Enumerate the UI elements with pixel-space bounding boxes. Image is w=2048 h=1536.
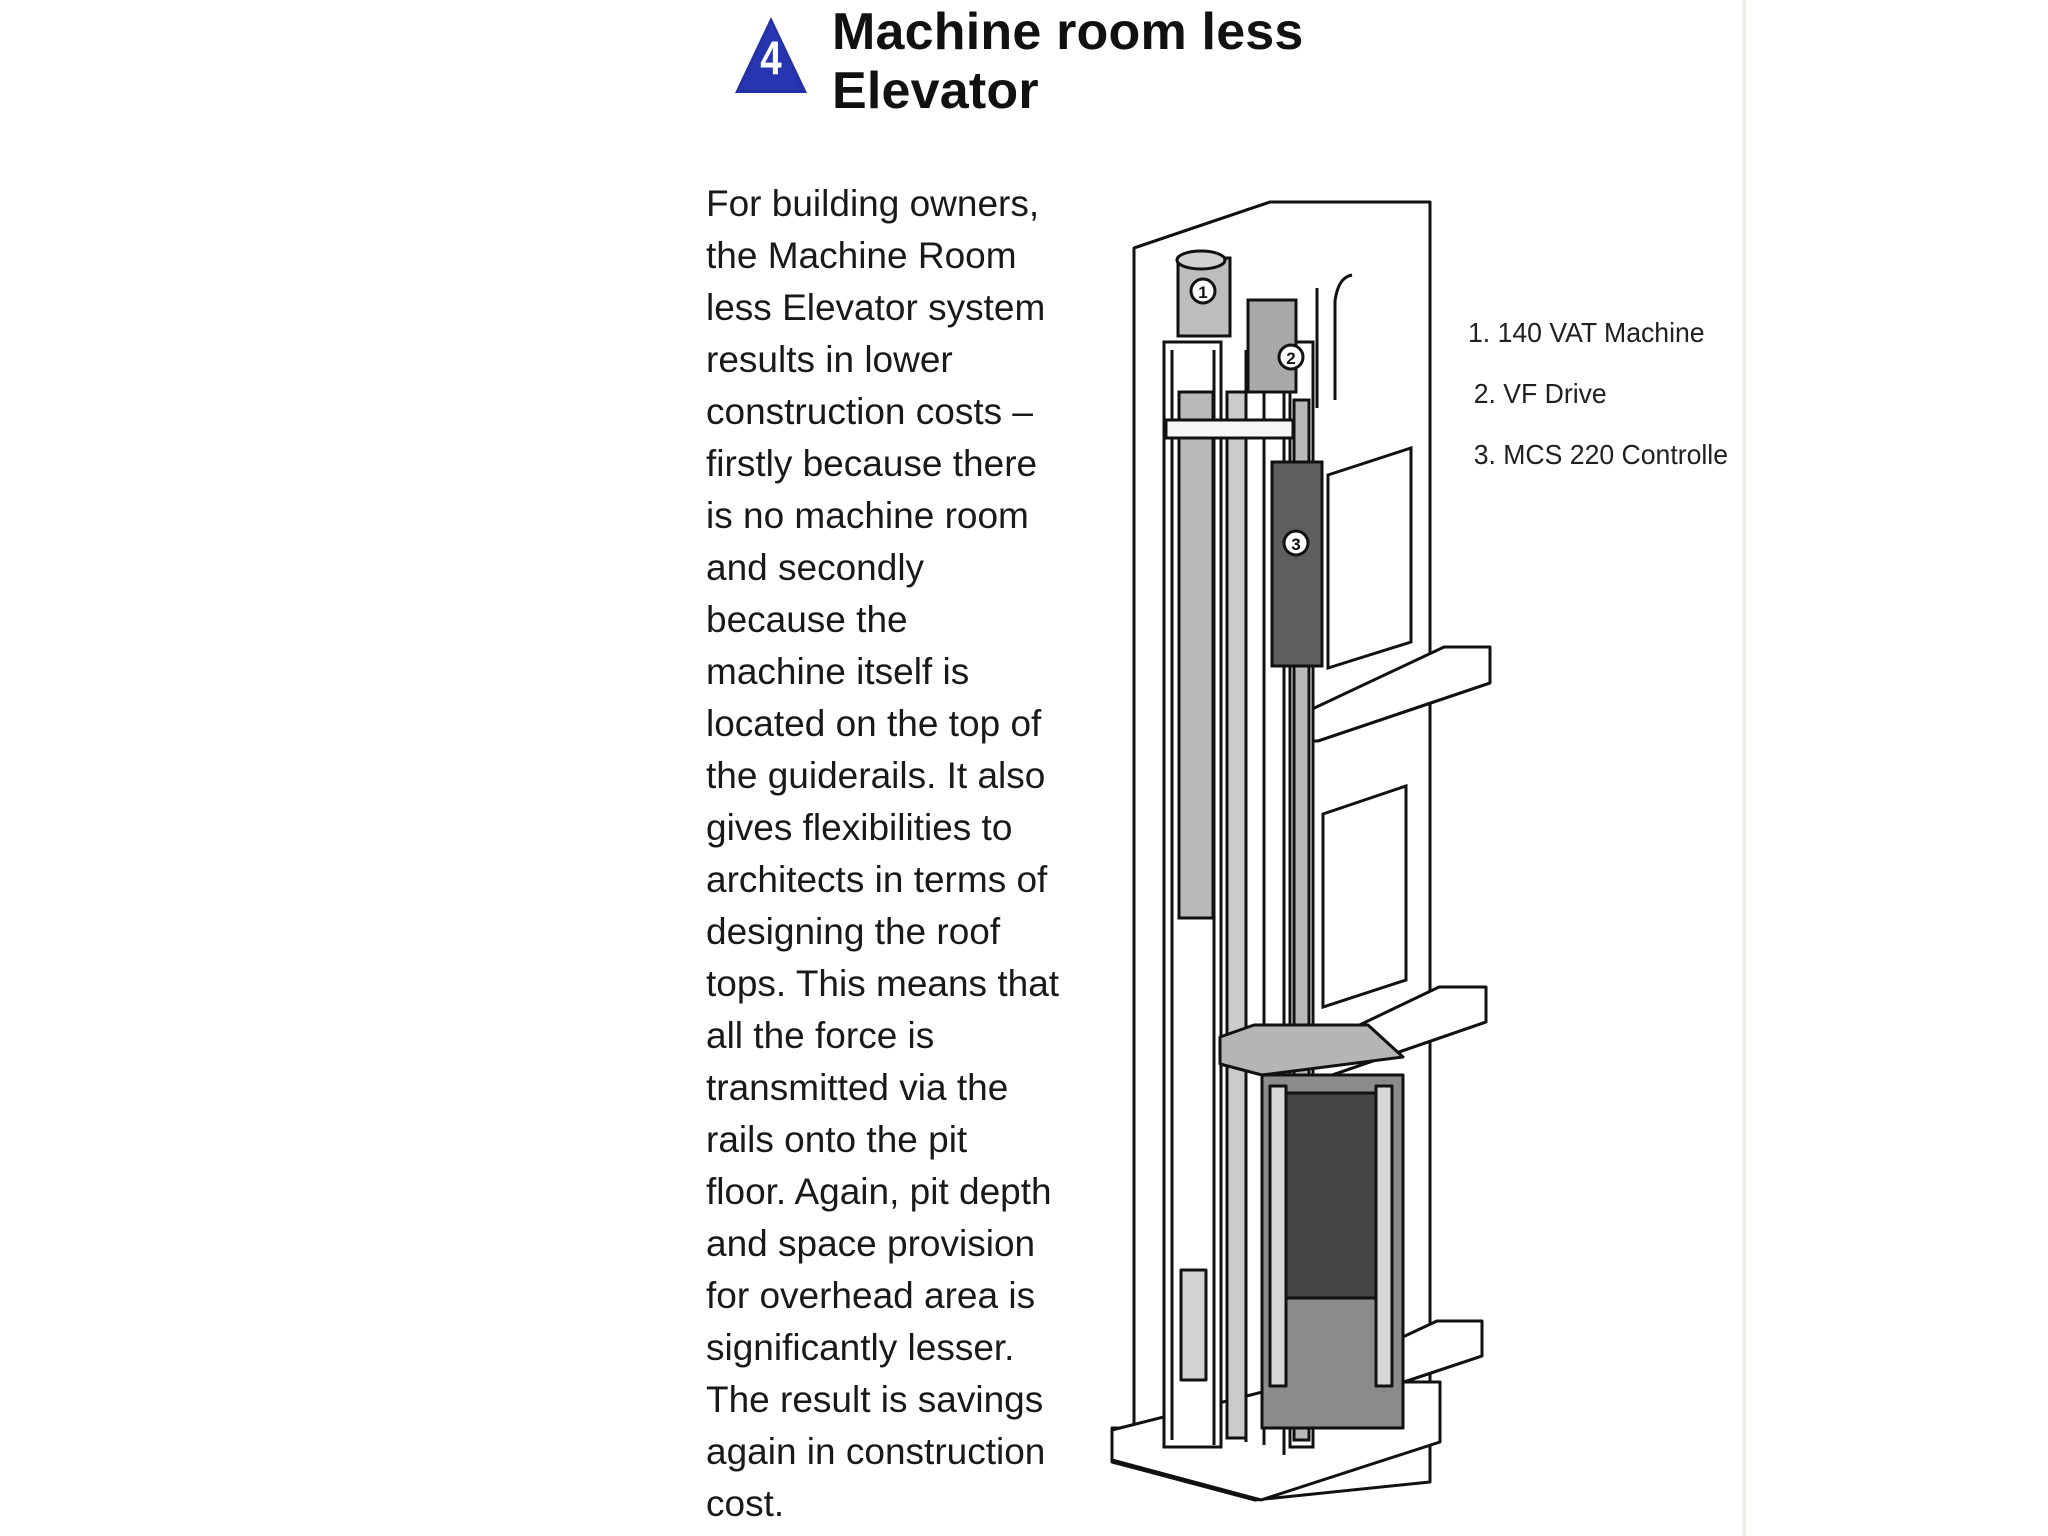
upper-door-frame [1328, 448, 1411, 668]
body-line: machine itself is [706, 651, 970, 692]
legend-item-controller: 3. MCS 220 Controlle [1473, 439, 1729, 470]
diagram-legend [1468, 302, 1729, 485]
body-line: designing the roof [706, 911, 1001, 952]
car-door-left [1270, 1086, 1286, 1386]
body-line: the guiderails. It also [706, 755, 1046, 796]
body-line: located on the top of [706, 703, 1042, 744]
callout-1-label: 1 [1198, 283, 1208, 302]
body-line: again in construction [706, 1431, 1046, 1472]
controller-unit [1272, 462, 1322, 666]
body-line: For building owners, [706, 183, 1040, 224]
cable-lead [1317, 275, 1352, 408]
upper-crossbeam [1166, 420, 1293, 438]
elevator-shaft-diagram [1100, 190, 1530, 1510]
body-line: The result is savings [706, 1379, 1044, 1420]
car-door-right [1376, 1086, 1392, 1386]
body-line: is no machine room [706, 495, 1029, 536]
body-line: architects in terms of [706, 859, 1048, 900]
body-line: firstly because there [706, 443, 1038, 484]
car-opening [1286, 1093, 1376, 1298]
body-line: gives flexibilities to [706, 807, 1013, 848]
body-line: for overhead area is [706, 1275, 1036, 1316]
body-line: significantly lesser. [706, 1327, 1015, 1368]
callout-1-marker [1191, 279, 1215, 303]
left-rail-shade [1179, 392, 1213, 918]
machine-top [1177, 251, 1225, 269]
body-line: tops. This means that [706, 963, 1060, 1004]
callout-3-marker [1284, 531, 1308, 555]
shaft-top-edge [1134, 202, 1270, 248]
body-line: less Elevator system [706, 287, 1046, 328]
section-number: 4 [760, 31, 782, 84]
body-line: all the force is [706, 1015, 935, 1056]
body-line: the Machine Room [706, 235, 1017, 276]
page-edge [1743, 0, 2048, 1536]
body-line: results in lower [706, 339, 953, 380]
body-line: and secondly [706, 547, 925, 588]
body-line: floor. Again, pit depth [706, 1171, 1052, 1212]
callout-2-marker [1279, 345, 1303, 369]
body-line: rails onto the pit [706, 1119, 968, 1160]
middle-door-frame [1323, 786, 1406, 1007]
counterweight [1181, 1270, 1206, 1380]
title-line-2: Elevator [832, 62, 1039, 120]
body-line: because the [706, 599, 908, 640]
body-line: and space provision [706, 1223, 1036, 1264]
center-rail-shade [1227, 392, 1246, 1438]
page-title [832, 3, 1392, 121]
callout-3-label: 3 [1291, 535, 1301, 554]
body-line: transmitted via the [706, 1067, 1009, 1108]
title-line-1: Machine room less [832, 3, 1304, 61]
upper-slab-top [1308, 647, 1490, 741]
legend-item-machine: 1. 140 VAT Machine [1468, 317, 1705, 348]
callout-2-label: 2 [1286, 349, 1296, 368]
legend-item-drive: 2. VF Drive [1473, 378, 1607, 409]
body-line: cost. [706, 1483, 785, 1524]
car-roof [1220, 1025, 1403, 1075]
body-line: construction costs – [706, 391, 1033, 432]
description-paragraph [706, 178, 1106, 1530]
